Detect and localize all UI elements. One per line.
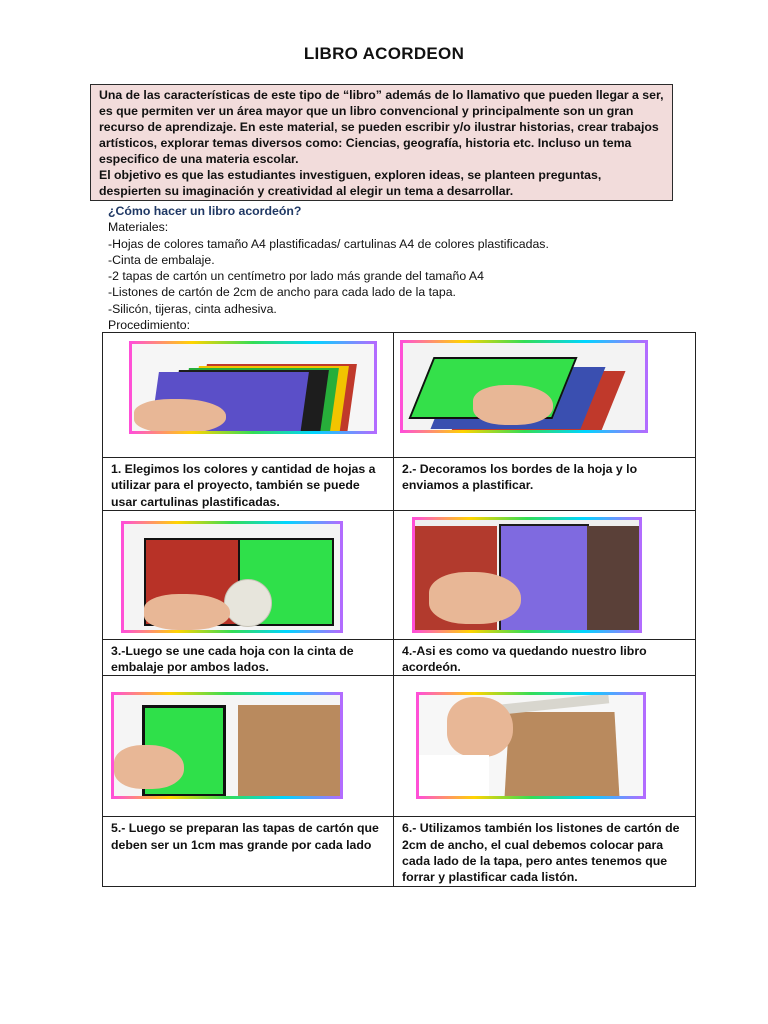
intro-paragraph-2: El objetivo es que las estudiantes investiguen, exploren ideas, se planteen preguntas, despierten su imaginación y creatividad al elegir un tema a desarrollar. (99, 168, 602, 198)
step-2-caption: 2.- Decoramos los bordes de la hoja y lo enviamos a plastificar. (394, 458, 696, 511)
step-4-caption: 4.-Asi es como va quedando nuestro libro acordeón. (394, 639, 696, 676)
material-item: -Listones de cartón de 2cm de ancho para cada lado de la tapa. (108, 285, 456, 300)
material-item: -Silicón, tijeras, cinta adhesiva. (108, 301, 277, 316)
step-6-photo (416, 692, 646, 799)
step-5-caption: 5.- Luego se preparan las tapas de cartón que deben ser un 1cm mas grande por cada lado (103, 817, 394, 886)
step-5-photo-cell (103, 676, 394, 817)
step-6-caption: 6.- Utilizamos también los listones de cartón de 2cm de ancho, el cual debemos colocar para cada lado de la tapa, pero antes tenemos que forrar y plastificar cada listón. (394, 817, 696, 886)
step-1-photo-cell (103, 333, 394, 458)
intro-box (90, 84, 673, 201)
procedure-label: Procedimiento: (108, 318, 191, 333)
material-item: -2 tapas de cartón un centímetro por lado más grande del tamaño A4 (108, 269, 484, 284)
steps-table (102, 332, 696, 887)
material-item: -Hojas de colores tamaño A4 plastificadas/ cartulinas A4 de colores plastificadas. (108, 236, 549, 251)
step-2-photo (400, 340, 648, 433)
step-4-photo-cell (394, 510, 696, 639)
intro-paragraph-1: Una de las características de este tipo de “libro” además de lo llamativo que pueden llegar a ser, es que permiten ver un área mayor que un libro convencional y principalmente son un gran recurso de aprendizaje. En este material, se pueden escribir y/o ilustrar historias, crear trabajos artísticos, explorar temas diversos como: Ciencias, geografía, historia etc. Incluso un tema especifico de una materia escolar. (99, 88, 664, 166)
materials-section (108, 203, 698, 333)
step-1-photo (129, 341, 377, 434)
step-3-caption: 3.-Luego se une cada hoja con la cinta de embalaje por ambos lados. (103, 639, 394, 676)
step-5-photo (111, 692, 343, 799)
step-3-photo-cell (103, 510, 394, 639)
material-item: -Cinta de embalaje. (108, 252, 215, 267)
how-to-question: ¿Cómo hacer un libro acordeón? (108, 204, 302, 218)
step-1-caption: 1. Elegimos los colores y cantidad de hojas a utilizar para el proyecto, también se puede usar cartulinas plastificadas. (103, 458, 394, 511)
page-title: LIBRO ACORDEON (303, 44, 465, 63)
step-6-photo-cell (394, 676, 696, 817)
step-4-photo (412, 517, 642, 633)
step-3-photo (121, 521, 343, 633)
materials-label: Materiales: (108, 220, 169, 235)
step-2-photo-cell (394, 333, 696, 458)
